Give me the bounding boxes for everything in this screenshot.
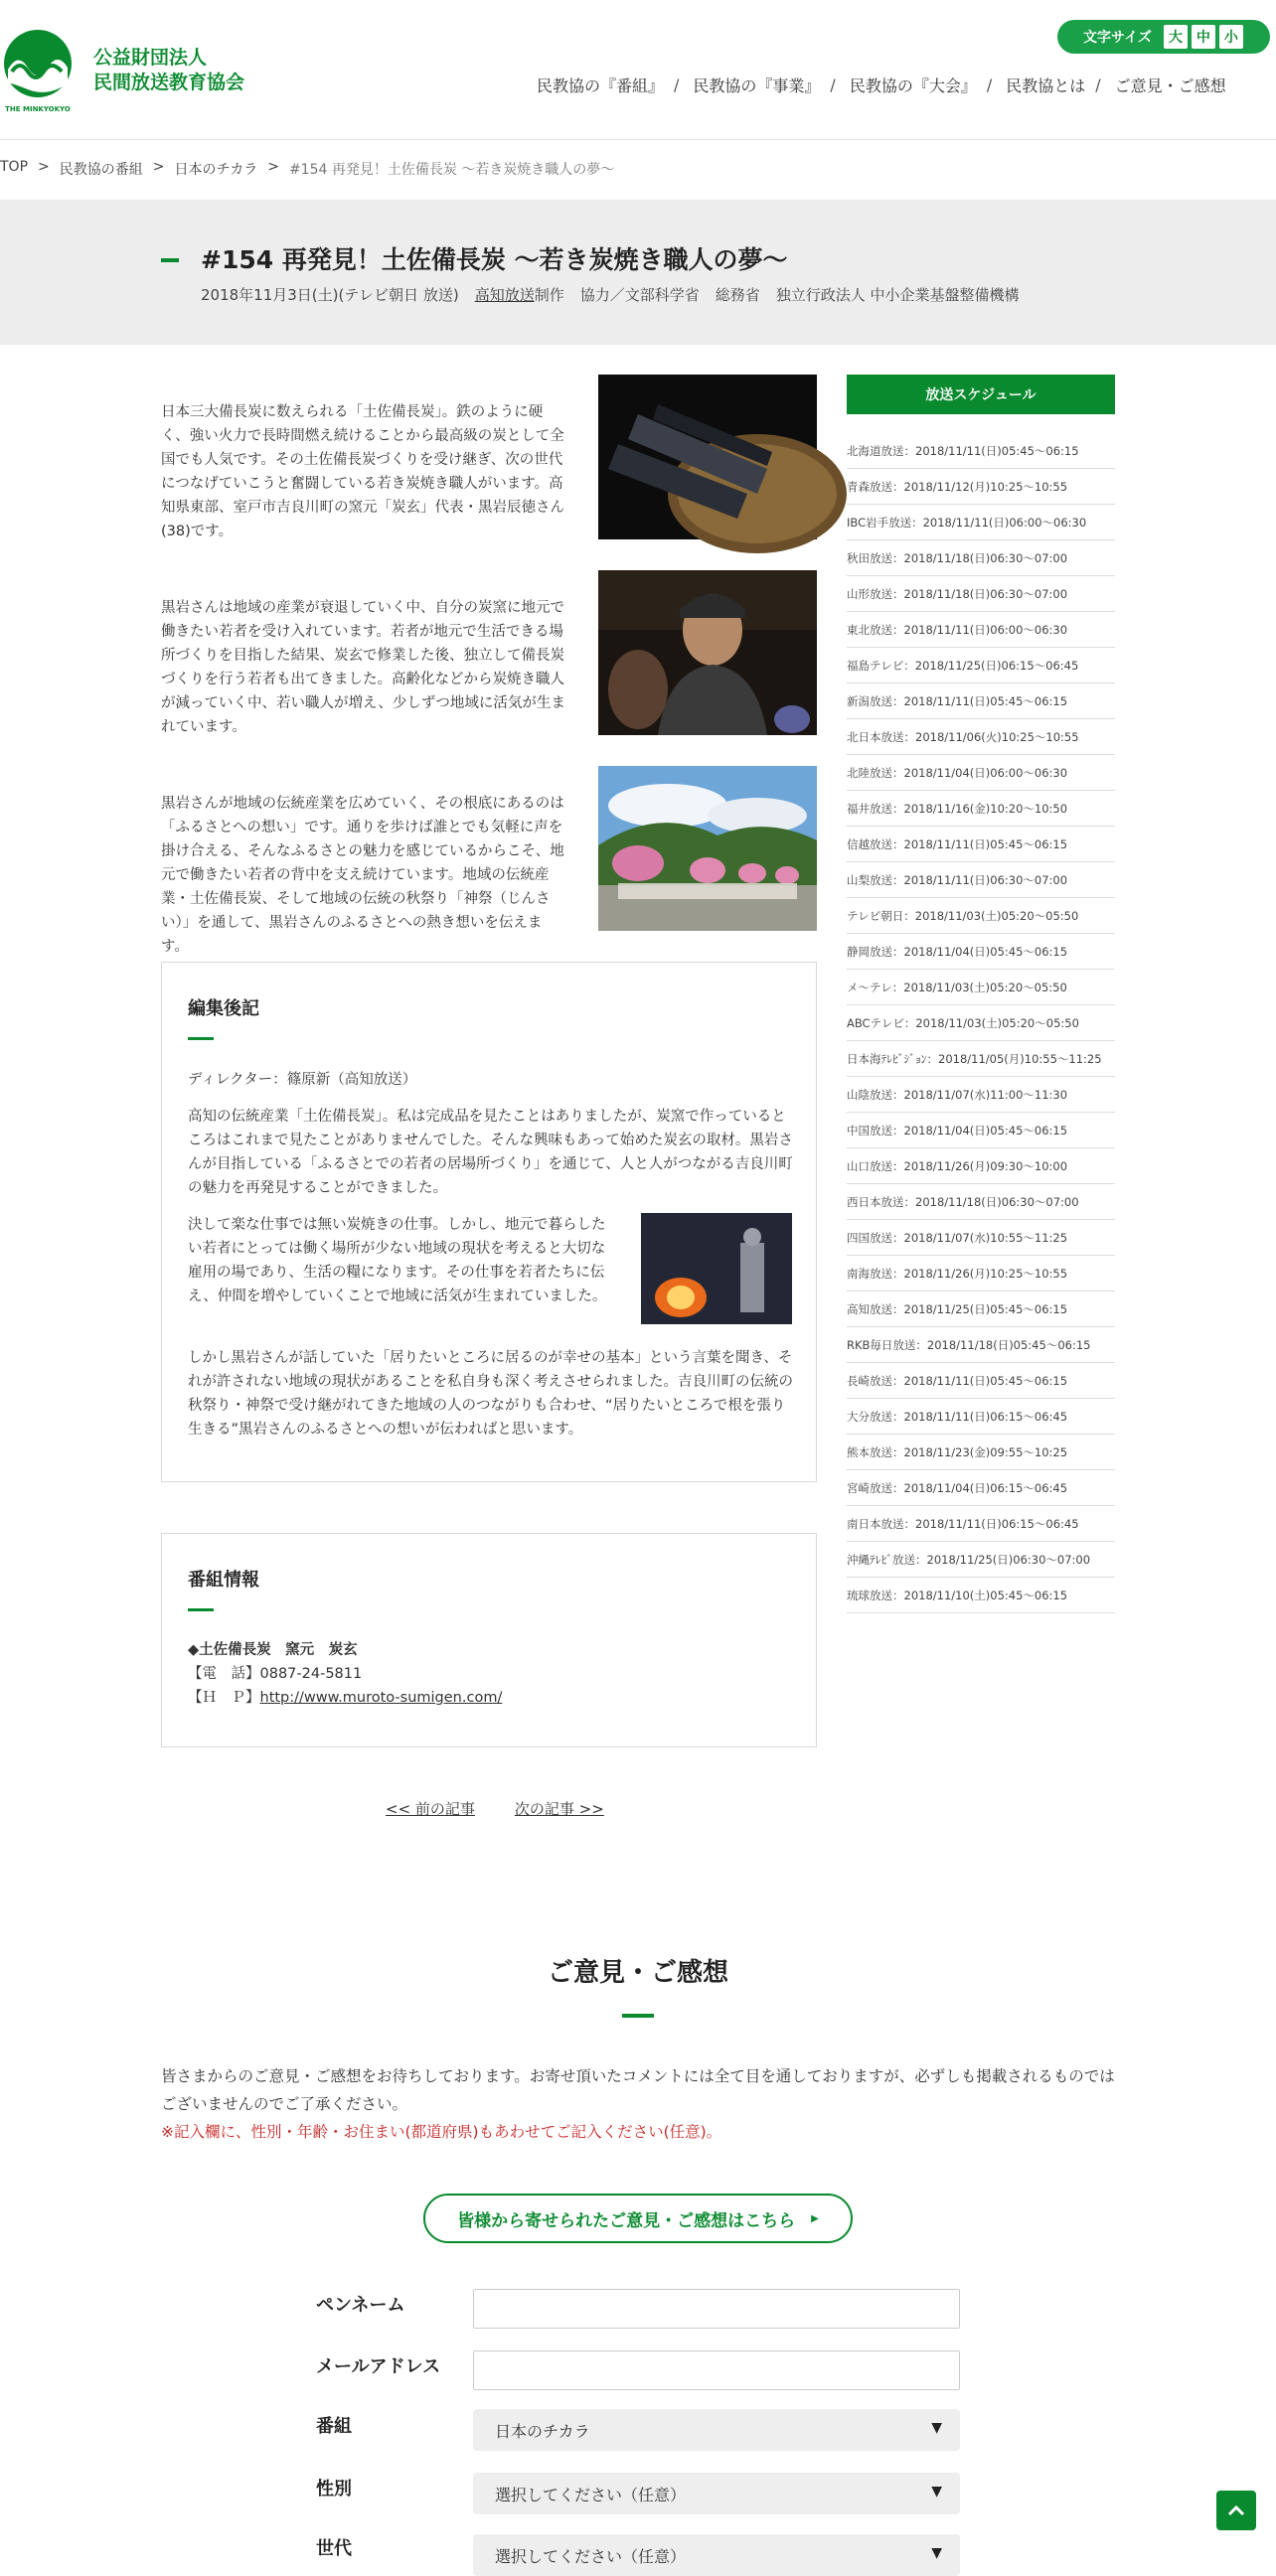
title-accent [161,258,179,262]
producer-suffix: 制作 [534,286,564,304]
schedule-item: 北日本放送：2018/11/06(火)10:25〜10:55 [847,719,1115,755]
schedule-item: ABCテレビ：2018/11/03(土)05:20〜05:50 [847,1005,1115,1041]
schedule-item: テレビ朝日：2018/11/03(土)05:20〜05:50 [847,898,1115,934]
nav-label: ご意見・ご感想 [1114,76,1226,95]
gender-label: 性別 [316,2479,352,2500]
schedule-item: 南海放送：2018/11/26(月)10:25〜10:55 [847,1256,1115,1291]
program-info-box [161,1533,817,1747]
schedule-item: 四国放送：2018/11/07(水)10:55〜11:25 [847,1220,1115,1256]
broadcast-date: 2018年11月3日(土)(テレビ朝日 放送) [201,286,459,304]
nav-separator: / [986,76,993,94]
age-select[interactable] [473,2534,960,2576]
prev-article-link[interactable]: << 前の記事 [386,1800,475,1818]
font-size-label: 文字サイズ [1083,30,1152,46]
age-label: 世代 [316,2538,352,2559]
agency: 独立行政法人 中小企業基盤整備機構 [775,286,1020,304]
schedule-item: 静岡放送：2018/11/04(日)05:45〜06:15 [847,934,1115,970]
program-select[interactable] [473,2409,960,2451]
program-select-value: 日本のチカラ [495,2421,590,2441]
chevron-up-icon [1227,2504,1245,2516]
triangle-down-icon: ▼ [931,2545,942,2561]
nav-item-projects[interactable] [693,74,849,96]
festival-photo [598,766,817,931]
font-size-switcher [1057,20,1270,54]
nav-separator: / [674,76,680,94]
breadcrumb-current: #154 再発見！土佐備長炭 〜若き炭焼き職人の夢〜 [288,162,615,178]
program-info-hp [188,1686,794,1710]
article-paragraph-2: 黒岩さんは地域の産業が衰退していく中、自分の炭窯に地元で働きたい若者を受け入れています。若者が地元で生活できる場所づくりを目指した結果、炭玄で修業した後、独立して備長炭づくりを行う若者も出てきました。高齢化などから炭焼き職人が減っていく中、若い職人が増え、少しずつ地域に活気が生まれています。 [161,600,565,735]
article-paragraph-3: 黒岩さんが地域の伝統産業を広めていく、その根底にあるのは「ふるさとへの想い」です。通りを歩けば誰とでも気軽に声を掛け合える、そんなふるさとの魅力を感じているからこそ、地元で働きたい若者の背中を支え続けています。地域の伝統産業・土佐備長炭、そして地域の伝統の秋祭り「神祭（じんさい）」を通して、黒岩さんのふるさとへの熱き想いを伝えます。 [161,796,564,955]
triangle-down-icon: ▼ [931,2484,942,2500]
nav-item-convention[interactable] [850,74,1006,96]
org-name-line2: 民間放送教育協会 [93,72,245,93]
back-to-top-button[interactable] [1216,2491,1256,2530]
font-size-large-button[interactable]: 大 [1164,25,1188,49]
schedule-item: 青森放送：2018/11/12(月)10:25〜10:55 [847,469,1115,505]
schedule-item: 山梨放送：2018/11/11(日)06:30〜07:00 [847,862,1115,898]
craftsman-photo [598,570,817,735]
schedule-item: 東北放送：2018/11/11(日)06:00〜06:30 [847,612,1115,648]
schedule-item: 高知放送：2018/11/25(日)05:45〜06:15 [847,1291,1115,1327]
schedule-item: 秋田放送：2018/11/18(日)06:30〜07:00 [847,540,1115,576]
schedule-item: 新潟放送：2018/11/11(日)05:45〜06:15 [847,683,1115,719]
view-feedback-button[interactable] [423,2194,853,2243]
editor-note-accent [188,1037,214,1040]
schedule-list [847,433,1115,1613]
gender-select-value: 選択してください（任意） [495,2485,687,2504]
program-info-accent [188,1608,214,1611]
schedule-item: IBC岩手放送：2018/11/11(日)06:00〜06:30 [847,505,1115,540]
global-nav [537,74,1226,96]
breadcrumb-series[interactable]: 日本のチカラ [174,162,258,178]
editor-note-paragraph-3: しかし黒岩さんが話していた「居りたいところに居るのが幸せの基本」という言葉を聞き、それが許されない地域の現状があることを私自身も深く考えさせられました。吉良川町の伝統の秋祭り・神祭で受け継がれてきた地域の人のつながりも合わせ、“居りたいところで根を張り生きる”黒岩さんのふるさとへの想いが伝わればと思います。 [188,1350,793,1438]
schedule-item: RKB毎日放送：2018/11/18(日)05:45〜06:15 [847,1327,1115,1363]
schedule-item: 福井放送：2018/11/16(金)10:20〜10:50 [847,791,1115,827]
gender-select[interactable] [473,2473,960,2514]
schedule-item: 熊本放送：2018/11/23(金)09:55〜10:25 [847,1435,1115,1470]
schedule-title: 放送スケジュール [847,375,1115,414]
program-info-title: 番組情報 [188,1570,259,1591]
schedule-item: 福島テレビ：2018/11/25(日)06:15〜06:45 [847,648,1115,683]
schedule-item: 山口放送：2018/11/26(月)09:30〜10:00 [847,1148,1115,1184]
charcoal-photo [598,375,817,539]
svg-text:THE MINKYOKYO: THE MINKYOKYO [5,105,71,113]
page-title: #154 再発見！土佐備長炭 〜若き炭焼き職人の夢〜 [201,245,788,274]
schedule-item: 沖縄ﾃﾚﾋﾞ放送：2018/11/25(日)06:30〜07:00 [847,1542,1115,1578]
header-divider [0,139,1276,140]
breadcrumb-top[interactable]: TOP [0,159,29,175]
feedback-title: ご意見・ご感想 [547,1958,728,1988]
program-label: 番組 [316,2416,352,2437]
breadcrumb-separator: > [152,159,165,175]
program-info-tel: 【電 話】0887-24-5811 [188,1666,363,1682]
nav-separator: / [830,76,836,94]
breadcrumb-programs[interactable]: 民教協の番組 [59,162,143,178]
triangle-down-icon: ▼ [931,2420,942,2436]
breadcrumb [0,159,614,179]
schedule-item: 山形放送：2018/11/18(日)06:30〜07:00 [847,576,1115,612]
schedule-item: 宮崎放送：2018/11/04(日)06:15〜06:45 [847,1470,1115,1506]
ministry: 総務省 [715,286,760,304]
nav-label: 民教協の『大会』 [849,76,977,95]
minkyokyo-logo-icon[interactable] [2,28,74,113]
feedback-note: ※記入欄に、性別・年齢・お住まい(都道府県)もあわせてご記入ください(任意)。 [161,2123,722,2141]
nav-item-feedback[interactable] [1115,74,1226,96]
program-info-hp-link[interactable]: http://www.muroto-sumigen.com/ [259,1690,503,1706]
nav-label: 民教協の『事業』 [693,76,821,95]
schedule-item: 中国放送：2018/11/04(日)05:45〜06:15 [847,1113,1115,1148]
schedule-item: 南日本放送：2018/11/11(日)06:15〜06:45 [847,1506,1115,1542]
view-feedback-label: 皆様から寄せられたご意見・ご感想はこちら [457,2210,796,2231]
breadcrumb-separator: > [38,159,50,175]
kiln-fire-photo [641,1213,792,1324]
schedule-item: 山陰放送：2018/11/07(水)11:00〜11:30 [847,1077,1115,1113]
editor-note-box [161,962,817,1482]
schedule-item: 北海道放送：2018/11/11(日)05:45〜06:15 [847,433,1115,469]
font-size-small-button[interactable]: 小 [1219,25,1243,49]
schedule-item: メ〜テレ：2018/11/03(土)05:20〜05:50 [847,970,1115,1005]
program-info-hp-label: 【Ｈ Ｐ】 [188,1690,260,1706]
editor-director: ディレクター：篠原新（高知放送） [188,1072,417,1088]
schedule-item: 長崎放送：2018/11/11(日)05:45〜06:15 [847,1363,1115,1399]
article-pager [386,1798,644,1819]
editor-note-paragraph-1: 高知の伝統産業「土佐備長炭」。私は完成品を見たことはありましたが、炭窯で作っているところはこれまで見たことがありませんでした。そんな興味もあって始めた炭玄の取材。黒岩さんが目指している「ふるさとでの若者の居場所づくり」を通じて、人と人がつながる吉良川町の魅力を再発見することができました。 [188,1109,793,1196]
schedule-item: 日本海ﾃﾚﾋﾞｼﾞｮﾝ：2018/11/05(月)10:55〜11:25 [847,1041,1115,1077]
cooperation: 協力／文部科学省 [579,286,700,304]
feedback-accent [622,2014,654,2018]
email-label: メールアドレス [316,2356,441,2377]
penname-label: ペンネーム [316,2295,405,2316]
article-paragraph-1: 日本三大備長炭に数えられる「土佐備長炭」。鉄のように硬く、強い火力で長時間燃え続けることから最高級の炭として全国でも人気です。その土佐備長炭づくりを受け継ぎ、次の世代につなげていこうと奮闘している若き炭焼き職人がいます。高知県東部、室戸市吉良川町の窯元「炭玄」代表・黒岩辰徳さん(38)です。 [161,404,564,539]
font-size-medium-button[interactable]: 中 [1192,25,1215,49]
nav-separator: / [1095,76,1101,94]
schedule-item: 北陸放送：2018/11/04(日)06:00〜06:30 [847,755,1115,791]
age-select-value: 選択してください（任意） [495,2546,687,2566]
article-meta [201,284,1036,305]
penname-input[interactable] [473,2289,960,2329]
program-info-name: ◆土佐備長炭 窯元 炭玄 [188,1642,358,1658]
schedule-item: 琉球放送：2018/11/10(土)05:45〜06:15 [847,1578,1115,1613]
nav-item-programs[interactable] [537,74,693,96]
next-article-link[interactable]: 次の記事 >> [514,1800,604,1818]
editor-note-title: 編集後記 [188,998,259,1019]
site-header [0,0,1276,139]
nav-label: 民教協の『番組』 [537,76,665,95]
org-name-line1: 公益財団法人 [93,47,208,69]
org-name[interactable] [93,46,244,95]
email-input[interactable] [473,2350,960,2390]
nav-label: 民教協とは [1006,76,1086,95]
schedule-item: 西日本放送：2018/11/18(日)06:30〜07:00 [847,1184,1115,1220]
schedule-item: 信越放送：2018/11/11(日)05:45〜06:15 [847,827,1115,862]
triangle-right-icon: ▶ [811,2212,819,2224]
editor-note-paragraph-2: 決して楽な仕事では無い炭焼きの仕事。しかし、地元で暮らしたい若者にとっては働く場所が少ない地域の現状を考えると大切な雇用の場であり、生活の糧になります。その仕事を若者たちに伝え、仲間を増やしていくことで地域に活気が生まれていました。 [188,1217,607,1304]
producer-link[interactable]: 高知放送 [474,286,535,304]
feedback-description: 皆さまからのご意見・ご感想をお待ちしております。お寄せ頂いたコメントには全て目を通しておりますが、必ずしも掲載されるものではございませんのでご了承ください。 [161,2067,1115,2113]
nav-item-about[interactable] [1006,74,1114,96]
breadcrumb-separator: > [267,159,279,175]
schedule-item: 大分放送：2018/11/11(日)06:15〜06:45 [847,1399,1115,1435]
